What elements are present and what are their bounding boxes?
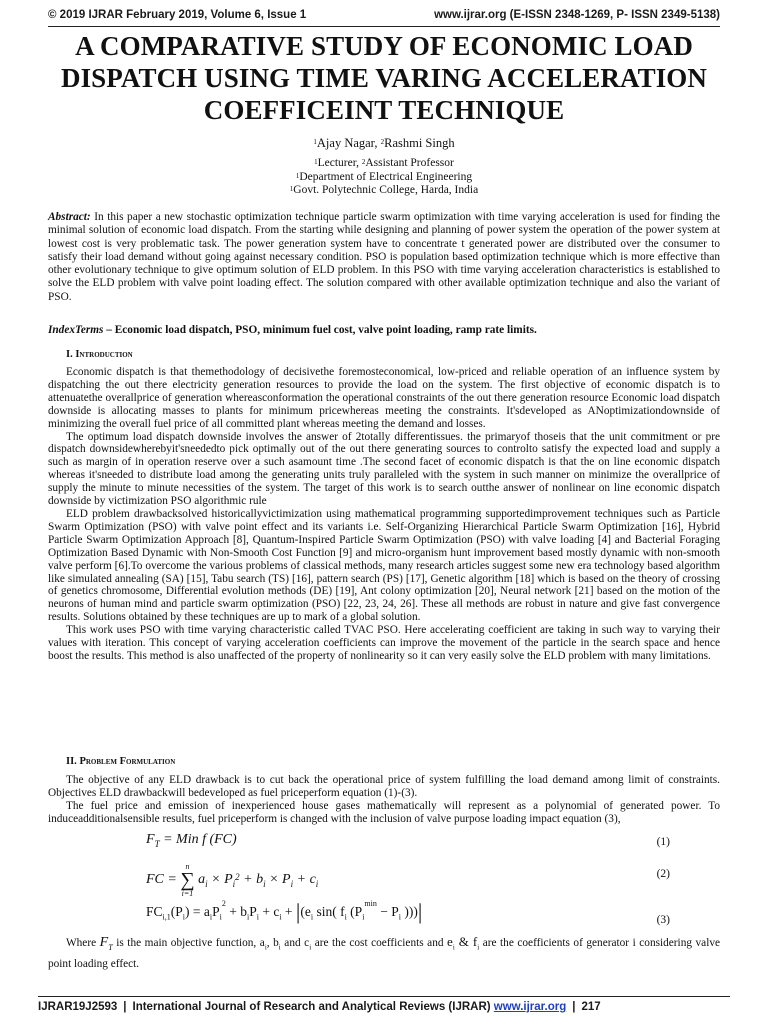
sum-upper: n (185, 862, 190, 871)
affil-sup: 1 (314, 158, 318, 166)
paragraph: The optimum load dispatch downside involves the answer of 2totally differentissues. the primaryof thoseis that the unit commitment or pre dispatch downsidewherebyit'sneededto pick optimally out of the out there generating sources to controlto satisfy the expected load and supply a such as margin of in operation reserve over a such asamount time .The second facet of economic dispatch is that the on line economic dispatch whereas it'sneeded to distribute load among the generating units truly paralleled with the system in such manner on minimize the overallprice of supply the minute to minute necessities of the system. The target of this work is to search outthe answer of nonlinear on line economic dispatch downside by victimization PSO algorithmic rule (48, 430, 720, 508)
paragraph: Economic dispatch is that themethodology of decisivethe foremosteconomical, low-priced and reliable operation of an influence system by dispatching the out there electricity generation resources to provide the load on the system. The first objective of economic dispatch is to attenuatethe overallprice of generation whereasconformation the operational constraints of the out there generation resource Economic load dispatch downside is allocating masses to plants for minimum pricewhereas meeting the constraints. It'sdeveloped as ANoptimizationdownside of minimizing the overall fuel price of all committed plant whereas meeting the demand and losses. (48, 366, 720, 430)
header-rule (48, 26, 720, 27)
author-sup: 1 (313, 138, 317, 146)
page-footer: IJRAR19J2593 | International Journal of Research and Analytical Reviews (IJRAR) www.ijrar.org | 217 (38, 998, 730, 1013)
footer-rule (38, 996, 730, 997)
paragraph: ELD problem drawbacksolved historicallyvictimization using mathematical programming supportedimprovement techniques such as Particle Swarm Optimization (PSO) with valve point effect and its variants i.e. Self-Organizing Hierarchical Particle Swarm Optimization [16], Hybrid Particle Swarm Optimization Approach [8], Quantum-Inspired Particle Swarm Optimization (PSO) with valve loading [4] and Bacterial Foraging Optimization Based Dynamic with Non-Smooth Cost Function [9] and micro-organism hunt improvement based mostly dynamic with non-smooth valve perform [6].To overcome the various problems of classical methods, many research articles suggest some new era technology based algorithm like simulated annealing (SA) [15], Tabu search (TS) [16], pattern search (PS) [17], Genetic algorithm [18] which is based on the theory of crossing of genetics chromosome, Differential evolution methods (DE) [19], Ant colony optimization [20], Neural network [21] based on the motion of the neurons of human mind and particle swarm optimization (PSO) [22, 23, 24, 26]. These all methods are robust in nature and give fast convergence results. Solutions obtained by these techniques are up to mark of a global solution. (48, 507, 720, 624)
paper-title: A COMPARATIVE STUDY OF ECONOMIC LOAD DISPATCH USING TIME VARING ACCELERATION COEFFICEINT TECHNIQUE (60, 31, 708, 125)
author-line (0, 136, 768, 151)
footer-url-link[interactable]: www.ijrar.org (493, 1001, 567, 1013)
footer-page-number: 217 (581, 1001, 601, 1013)
footer-paper-id: IJRAR19J2593 (38, 1001, 118, 1013)
affil-department: Department of Electrical Engineering (299, 170, 473, 183)
where-text: Where (66, 937, 100, 949)
where-text: and c (280, 937, 310, 949)
running-header (48, 7, 720, 25)
abstract (48, 211, 720, 304)
footer-journal: International Journal of Research and Analytical Reviews (IJRAR) (132, 1001, 491, 1013)
where-text: , b (266, 937, 279, 949)
equation-1: $F_T$ = Min f (FC) (146, 832, 237, 849)
section-title: Problem Formulation (79, 756, 176, 767)
affil-role-2: Assistant Professor (365, 157, 454, 169)
section-title: Introduction (75, 349, 133, 360)
equation-number: (2) (656, 868, 670, 880)
affil-college: Govt. Polytechnic College, Harda, India (293, 184, 479, 196)
section-number: I. (66, 349, 76, 360)
affil-sup: 1 (295, 171, 300, 180)
author-sup: 2 (380, 138, 385, 146)
abstract-text: In this paper a new stochastic optimization technique particle swarm optimization with time varying acceleration is used for finding the minimal solution of economic load dispatch. From the starting while designing and planning of power system the operation of the power system at lowest cost is very problematic task. The power generation system have to concentrate t generated power are distributed over the consumer to satisfy their load demand without going against necessary condition. PSO is population based optimization technique which is more effective than other evolutionary technique to give optimum solution of ELD problem. In this PSO with time varying acceleration characteristics is established to solve the ELD problem with valve point loading effect. The solution compared with other available optimization technique and also the variant of PSO. (48, 211, 720, 303)
affiliation-line-2 (0, 171, 768, 185)
header-copyright: © 2019 IJRAR February 2019, Volume 6, Issue 1 (48, 9, 307, 21)
index-terms (48, 324, 720, 337)
equation-2: FC = n ∑ i=1 $a_i \times P_i^2 + b_i \times P_i + c_i$ (146, 862, 319, 898)
author-2: Rashmi Singh (384, 136, 455, 150)
index-terms-label: IndexTerms (48, 324, 104, 336)
author-1: Ajay Nagar, (316, 136, 381, 150)
equation-3: $FC_{i,1}(P_i) = a_iP_i^2 + b_iP_i + c_i + |(e_i$ sin( $f_i$ ($P_i^{min} - P_i$ )))| (146, 899, 423, 924)
equation-number: (3) (656, 914, 670, 926)
paragraph: This work uses PSO with time varying characteristic called TVAC PSO. Here accelerating coefficient are taking in such way to varying their values with iteration. This concept of varying acceleration coefficients can improve the movement of the particle in the search space and hence boost the results. This method is also unaffected of the property of nonlinearity so it can very easily solve the ELD problem with many limitations. (48, 624, 720, 662)
affiliation-line-3 (0, 184, 768, 198)
where-paragraph: Where $F_T$ is the main objective function, $a_i$, $b_i$ and $c_i$ are the cost coefficients and $e_i$ & $f_i$ are the coefficients of generator i considering valve point loading effect. (48, 934, 721, 970)
section-heading-formulation (66, 756, 175, 767)
index-terms-text: – Economic load dispatch, PSO, minimum fuel cost, valve point loading, ramp rate limits. (103, 324, 537, 336)
where-text: are the cost coefficients and (311, 937, 448, 949)
affil-role-1: Lecturer, (317, 157, 362, 169)
section-number: II. (66, 756, 80, 767)
paragraph: The objective of any ELD drawback is to cut back the operational price of system fulfilling the load demand among limit of constraints. Objectives ELD drawbackwill bedeveloped as fuel priceperform equation (1)-(3). (48, 774, 720, 799)
where-text: are the coefficients of generator i considering valve point loading effect. (48, 937, 721, 970)
affiliation-block (0, 157, 768, 198)
equation-number: (1) (656, 836, 670, 848)
where-text: is the main objective function, a (112, 937, 265, 949)
affil-sup: 1 (289, 185, 294, 193)
header-issn: www.ijrar.org (E-ISSN 2348-1269, P- ISSN 2349-5138) (434, 9, 720, 21)
introduction-body (48, 366, 720, 663)
affiliation-line-1 (0, 157, 768, 171)
abstract-label: Abstract: (48, 211, 91, 223)
affil-sup: 2 (361, 158, 366, 166)
section-heading-introduction (66, 349, 133, 360)
sum-lower: i=1 (181, 889, 194, 898)
formulation-body (48, 774, 720, 826)
paragraph: The fuel price and emission of inexperienced house gases mathematically will represent as a polynomial of generated power. To induceadditionalsensible results, fuel priceperform is changed with the inclusion of valve purpose loading impact equation (3), (48, 799, 720, 825)
